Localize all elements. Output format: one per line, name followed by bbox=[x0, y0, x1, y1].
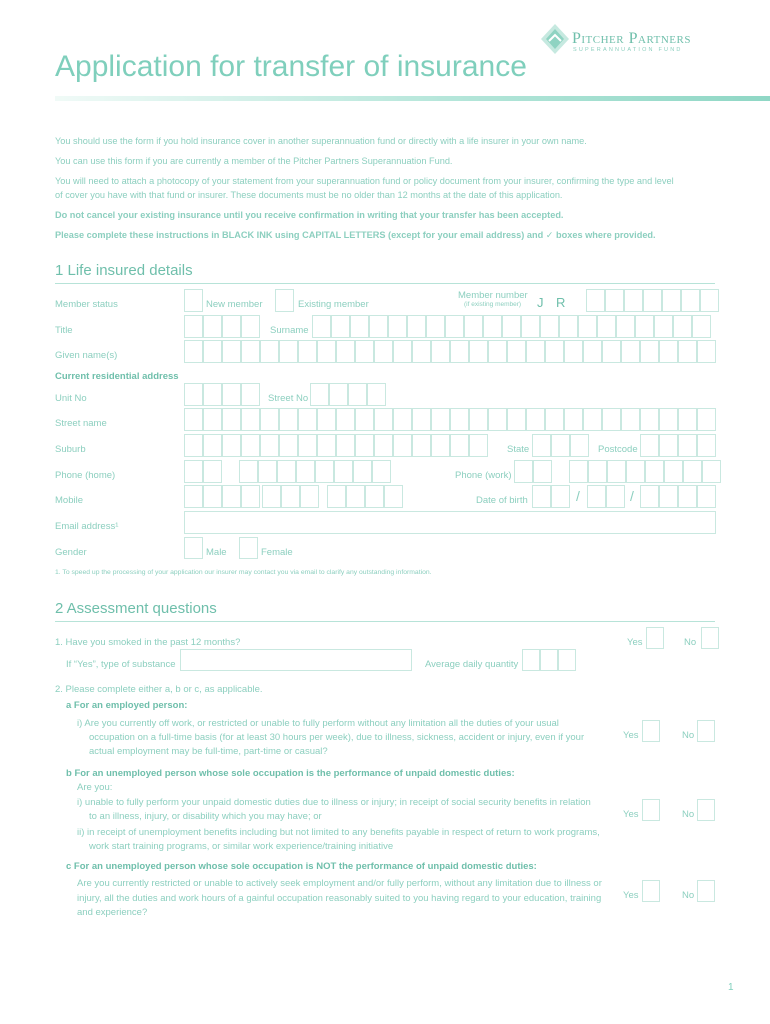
intro-line-2: You can use this form if you are currently a member of the Pitcher Partners Superannuation Fund. bbox=[55, 156, 453, 166]
section-2-title: 2 Assessment questions bbox=[55, 600, 217, 617]
surname-box[interactable] bbox=[635, 315, 654, 338]
c-yes-checkbox[interactable] bbox=[642, 880, 660, 902]
given-name-box[interactable] bbox=[564, 340, 583, 363]
existing-member-checkbox[interactable] bbox=[275, 289, 294, 312]
new-member-label: New member bbox=[206, 299, 263, 310]
part-a-line-1: i) Are you currently off work, or restricted or unable to fully perform without any limitation all the duties of your usual bbox=[77, 718, 559, 729]
surname-box[interactable] bbox=[616, 315, 635, 338]
given-name-box[interactable] bbox=[374, 340, 393, 363]
brand-name: Pitcher Partners bbox=[572, 30, 691, 47]
female-checkbox[interactable] bbox=[239, 537, 258, 559]
a-yes-label: Yes bbox=[623, 730, 639, 741]
surname-box[interactable] bbox=[578, 315, 597, 338]
given-name-box[interactable] bbox=[678, 340, 697, 363]
part-c-line-3: and experience? bbox=[77, 907, 148, 918]
dob-box[interactable] bbox=[697, 485, 716, 508]
suburb-box[interactable] bbox=[393, 434, 412, 457]
surname-box[interactable] bbox=[445, 315, 464, 338]
mobile-box[interactable] bbox=[365, 485, 384, 508]
surname-box[interactable] bbox=[407, 315, 426, 338]
phone-work-box[interactable] bbox=[664, 460, 683, 483]
suburb-box[interactable] bbox=[241, 434, 260, 457]
surname-box[interactable] bbox=[521, 315, 540, 338]
suburb-box[interactable] bbox=[431, 434, 450, 457]
given-name-box[interactable] bbox=[184, 340, 203, 363]
new-member-checkbox[interactable] bbox=[184, 289, 203, 312]
existing-member-label: Existing member bbox=[298, 299, 369, 310]
member-number-box[interactable] bbox=[605, 289, 624, 312]
given-name-box[interactable] bbox=[260, 340, 279, 363]
surname-box[interactable] bbox=[540, 315, 559, 338]
street-name-box[interactable] bbox=[526, 408, 545, 431]
given-name-box[interactable] bbox=[583, 340, 602, 363]
part-a-title: a For an employed person: bbox=[66, 700, 188, 711]
q1-substance-field[interactable] bbox=[180, 649, 412, 671]
street-name-box[interactable] bbox=[507, 408, 526, 431]
phone-home-box[interactable] bbox=[184, 460, 203, 483]
dob-box[interactable] bbox=[606, 485, 625, 508]
street-name-box[interactable] bbox=[678, 408, 697, 431]
given-name-box[interactable] bbox=[431, 340, 450, 363]
member-number-label: Member number bbox=[458, 290, 528, 301]
given-names-label: Given name(s) bbox=[55, 350, 118, 361]
title-box[interactable] bbox=[241, 315, 260, 338]
phone-home-box[interactable] bbox=[315, 460, 334, 483]
mobile-box[interactable] bbox=[300, 485, 319, 508]
part-c-line-2: injury, all the duties and work hours of a gainful occupation reasonably suited to you having regard to your education, training bbox=[77, 893, 602, 904]
street-name-box[interactable] bbox=[412, 408, 431, 431]
street-name-box[interactable] bbox=[184, 408, 203, 431]
unit-no-box[interactable] bbox=[184, 383, 203, 406]
b-no-checkbox[interactable] bbox=[697, 799, 715, 821]
surname-box[interactable] bbox=[426, 315, 445, 338]
surname-box[interactable] bbox=[388, 315, 407, 338]
member-number-box[interactable] bbox=[643, 289, 662, 312]
given-name-box[interactable] bbox=[488, 340, 507, 363]
warning-instructions: Please complete these instructions in BLACK INK using CAPITAL LETTERS (except for your email address) and ✓ boxes where provided. bbox=[55, 230, 656, 240]
phone-home-label: Phone (home) bbox=[55, 470, 116, 481]
mobile-box[interactable] bbox=[241, 485, 260, 508]
given-name-box[interactable] bbox=[526, 340, 545, 363]
given-name-box[interactable] bbox=[697, 340, 716, 363]
surname-box[interactable] bbox=[483, 315, 502, 338]
title-box[interactable] bbox=[203, 315, 222, 338]
mobile-box[interactable] bbox=[346, 485, 365, 508]
female-label: Female bbox=[261, 547, 293, 558]
street-no-box[interactable] bbox=[348, 383, 367, 406]
street-no-label: Street No bbox=[268, 393, 309, 404]
b-yes-checkbox[interactable] bbox=[642, 799, 660, 821]
avg-quantity-box[interactable] bbox=[558, 649, 576, 671]
member-number-box[interactable] bbox=[700, 289, 719, 312]
male-checkbox[interactable] bbox=[184, 537, 203, 559]
email-label: Email address¹ bbox=[55, 521, 119, 532]
surname-box[interactable] bbox=[692, 315, 711, 338]
q1-yes-checkbox[interactable] bbox=[646, 627, 664, 649]
mobile-box[interactable] bbox=[222, 485, 241, 508]
member-number-prefix-j: J bbox=[537, 295, 544, 310]
given-name-box[interactable] bbox=[621, 340, 640, 363]
warning-cancel: Do not cancel your existing insurance until you receive confirmation in writing that your transfer has been accepted. bbox=[55, 210, 564, 220]
mobile-box[interactable] bbox=[262, 485, 281, 508]
avg-quantity-box[interactable] bbox=[540, 649, 558, 671]
street-name-box[interactable] bbox=[355, 408, 374, 431]
phone-work-box[interactable] bbox=[607, 460, 626, 483]
phone-home-box[interactable] bbox=[258, 460, 277, 483]
part-b-title: b For an unemployed person whose sole occupation is the performance of unpaid domestic duties: bbox=[66, 768, 515, 779]
mobile-box[interactable] bbox=[327, 485, 346, 508]
street-name-box[interactable] bbox=[697, 408, 716, 431]
phone-work-box[interactable] bbox=[588, 460, 607, 483]
section-1-rule bbox=[55, 283, 715, 284]
given-name-box[interactable] bbox=[355, 340, 374, 363]
q1-substance-label: If “Yes”, type of substance bbox=[66, 659, 176, 670]
given-name-box[interactable] bbox=[545, 340, 564, 363]
surname-box[interactable] bbox=[559, 315, 578, 338]
phone-work-box[interactable] bbox=[683, 460, 702, 483]
intro-line-4: of cover you have with that fund or insurer. These documents must be no older than 12 months at the date of this application. bbox=[55, 190, 563, 200]
member-number-box[interactable] bbox=[586, 289, 605, 312]
email-field[interactable] bbox=[184, 511, 716, 534]
street-name-box[interactable] bbox=[545, 408, 564, 431]
suburb-box[interactable] bbox=[279, 434, 298, 457]
street-name-box[interactable] bbox=[602, 408, 621, 431]
footnote: 1. To speed up the processing of your application our insurer may contact you via email to clarify any outstanding information. bbox=[55, 569, 432, 576]
postcode-box[interactable] bbox=[678, 434, 697, 457]
given-name-box[interactable] bbox=[222, 340, 241, 363]
gender-label: Gender bbox=[55, 547, 87, 558]
phone-home-box[interactable] bbox=[203, 460, 222, 483]
street-name-box[interactable] bbox=[393, 408, 412, 431]
suburb-box[interactable] bbox=[298, 434, 317, 457]
b-no-label: No bbox=[682, 809, 695, 820]
surname-box[interactable] bbox=[502, 315, 521, 338]
phone-home-box[interactable] bbox=[296, 460, 315, 483]
given-name-box[interactable] bbox=[602, 340, 621, 363]
surname-box[interactable] bbox=[654, 315, 673, 338]
unit-no-label: Unit No bbox=[55, 393, 87, 404]
street-no-box[interactable] bbox=[310, 383, 329, 406]
part-a-line-2: occupation on a full-time basis (for at least 30 hours per week), due to illness, sickness, accident or injury, even if your bbox=[89, 732, 585, 743]
c-yes-label: Yes bbox=[623, 890, 639, 901]
street-name-box[interactable] bbox=[450, 408, 469, 431]
current-address-label: Current residential address bbox=[55, 371, 179, 382]
given-name-box[interactable] bbox=[298, 340, 317, 363]
state-box[interactable] bbox=[570, 434, 589, 457]
part-b-line-3: to an illness, injury, or disability which you may have; or bbox=[89, 811, 322, 822]
a-yes-checkbox[interactable] bbox=[642, 720, 660, 742]
given-name-box[interactable] bbox=[507, 340, 526, 363]
given-name-box[interactable] bbox=[336, 340, 355, 363]
surname-box[interactable] bbox=[673, 315, 692, 338]
street-name-box[interactable] bbox=[222, 408, 241, 431]
dob-label: Date of birth bbox=[476, 495, 528, 506]
a-no-label: No bbox=[682, 730, 695, 741]
phone-home-box[interactable] bbox=[334, 460, 353, 483]
street-name-box[interactable] bbox=[621, 408, 640, 431]
suburb-box[interactable] bbox=[260, 434, 279, 457]
q2-text: 2. Please complete either a, b or c, as applicable. bbox=[55, 684, 263, 695]
street-name-box[interactable] bbox=[374, 408, 393, 431]
suburb-box[interactable] bbox=[336, 434, 355, 457]
mobile-box[interactable] bbox=[384, 485, 403, 508]
given-name-box[interactable] bbox=[279, 340, 298, 363]
b-yes-label: Yes bbox=[623, 809, 639, 820]
mobile-box[interactable] bbox=[184, 485, 203, 508]
surname-box[interactable] bbox=[369, 315, 388, 338]
postcode-box[interactable] bbox=[697, 434, 716, 457]
q1-no-label: No bbox=[684, 637, 697, 648]
given-name-box[interactable] bbox=[203, 340, 222, 363]
member-number-prefix-r: R bbox=[556, 295, 566, 310]
c-no-label: No bbox=[682, 890, 695, 901]
part-b-line-4: ii) in receipt of unemployment benefits including but not limited to any benefits payable in respect of return to work programs, bbox=[77, 827, 600, 838]
part-b-line-1: Are you: bbox=[77, 782, 113, 793]
q1-yes-label: Yes bbox=[627, 637, 643, 648]
dob-box[interactable] bbox=[587, 485, 606, 508]
suburb-label: Suburb bbox=[55, 444, 86, 455]
dob-box[interactable] bbox=[678, 485, 697, 508]
phone-work-box[interactable] bbox=[569, 460, 588, 483]
title-label: Title bbox=[55, 325, 73, 336]
phone-work-box[interactable] bbox=[645, 460, 664, 483]
q1-text: 1. Have you smoked in the past 12 months? bbox=[55, 637, 241, 648]
given-name-box[interactable] bbox=[450, 340, 469, 363]
page-title: Application for transfer of insurance bbox=[55, 50, 527, 83]
street-no-box[interactable] bbox=[329, 383, 348, 406]
phone-work-box[interactable] bbox=[626, 460, 645, 483]
street-name-label: Street name bbox=[55, 418, 107, 429]
suburb-box[interactable] bbox=[450, 434, 469, 457]
part-a-line-3: actual employment may be full-time, part-time or casual? bbox=[89, 746, 328, 757]
dob-box[interactable] bbox=[532, 485, 551, 508]
phone-home-box[interactable] bbox=[239, 460, 258, 483]
dob-box[interactable] bbox=[551, 485, 570, 508]
street-name-box[interactable] bbox=[431, 408, 450, 431]
male-label: Male bbox=[206, 547, 227, 558]
suburb-box[interactable] bbox=[374, 434, 393, 457]
surname-box[interactable] bbox=[331, 315, 350, 338]
avg-quantity-label: Average daily quantity bbox=[425, 659, 519, 670]
suburb-box[interactable] bbox=[222, 434, 241, 457]
given-name-box[interactable] bbox=[640, 340, 659, 363]
mobile-box[interactable] bbox=[203, 485, 222, 508]
phone-home-box[interactable] bbox=[353, 460, 372, 483]
title-box[interactable] bbox=[222, 315, 241, 338]
given-name-box[interactable] bbox=[317, 340, 336, 363]
dob-slash-1: / bbox=[576, 488, 580, 504]
intro-line-1: You should use the form if you hold insurance cover in another superannuation fund or directly with a life insurer in your own name. bbox=[55, 136, 587, 146]
state-box[interactable] bbox=[532, 434, 551, 457]
intro-line-3: You will need to attach a photocopy of your statement from your superannuation fund or policy document from your insurer, confirming the type and level bbox=[55, 176, 674, 186]
section-1-title: 1 Life insured details bbox=[55, 262, 193, 279]
street-name-box[interactable] bbox=[583, 408, 602, 431]
phone-work-box[interactable] bbox=[533, 460, 552, 483]
state-box[interactable] bbox=[551, 434, 570, 457]
street-name-box[interactable] bbox=[564, 408, 583, 431]
unit-no-box[interactable] bbox=[222, 383, 241, 406]
street-name-box[interactable] bbox=[298, 408, 317, 431]
suburb-box[interactable] bbox=[469, 434, 488, 457]
phone-work-label: Phone (work) bbox=[455, 470, 512, 481]
given-name-box[interactable] bbox=[659, 340, 678, 363]
suburb-box[interactable] bbox=[355, 434, 374, 457]
dob-slash-2: / bbox=[630, 488, 634, 504]
surname-box[interactable] bbox=[350, 315, 369, 338]
suburb-box[interactable] bbox=[203, 434, 222, 457]
suburb-box[interactable] bbox=[317, 434, 336, 457]
member-status-label: Member status bbox=[55, 299, 118, 310]
street-name-box[interactable] bbox=[640, 408, 659, 431]
postcode-box[interactable] bbox=[659, 434, 678, 457]
title-box[interactable] bbox=[184, 315, 203, 338]
surname-box[interactable] bbox=[464, 315, 483, 338]
street-name-box[interactable] bbox=[469, 408, 488, 431]
street-name-box[interactable] bbox=[659, 408, 678, 431]
avg-quantity-box[interactable] bbox=[522, 649, 540, 671]
phone-home-box[interactable] bbox=[372, 460, 391, 483]
unit-no-box[interactable] bbox=[203, 383, 222, 406]
mobile-label: Mobile bbox=[55, 495, 83, 506]
mobile-box[interactable] bbox=[281, 485, 300, 508]
given-name-box[interactable] bbox=[469, 340, 488, 363]
member-number-box[interactable] bbox=[662, 289, 681, 312]
postcode-box[interactable] bbox=[640, 434, 659, 457]
given-name-box[interactable] bbox=[393, 340, 412, 363]
street-no-box[interactable] bbox=[367, 383, 386, 406]
part-b-line-5: work start training programs, or similar work experience/training initiative bbox=[89, 841, 394, 852]
dob-box[interactable] bbox=[659, 485, 678, 508]
given-name-box[interactable] bbox=[241, 340, 260, 363]
member-number-box[interactable] bbox=[681, 289, 700, 312]
phone-work-box[interactable] bbox=[514, 460, 533, 483]
state-label: State bbox=[507, 444, 530, 455]
brand-logo bbox=[535, 22, 575, 56]
surname-box[interactable] bbox=[597, 315, 616, 338]
unit-no-box[interactable] bbox=[241, 383, 260, 406]
part-b-line-2: i) unable to fully perform your unpaid domestic duties due to illness or injury; in receipt of social security benefits in relation bbox=[77, 797, 591, 808]
street-name-box[interactable] bbox=[279, 408, 298, 431]
part-c-line-1: Are you currently restricted or unable to actively seek employment and/or fully perform, without any limitation due to illness or bbox=[77, 878, 602, 889]
street-name-box[interactable] bbox=[260, 408, 279, 431]
street-name-box[interactable] bbox=[488, 408, 507, 431]
dob-box[interactable] bbox=[640, 485, 659, 508]
postcode-label: Postcode bbox=[598, 444, 638, 455]
q1-no-checkbox[interactable] bbox=[701, 627, 719, 649]
section-2-rule bbox=[55, 621, 715, 622]
a-no-checkbox[interactable] bbox=[697, 720, 715, 742]
surname-label: Surname bbox=[270, 325, 309, 336]
phone-home-box[interactable] bbox=[277, 460, 296, 483]
given-name-box[interactable] bbox=[412, 340, 431, 363]
suburb-box[interactable] bbox=[184, 434, 203, 457]
street-name-box[interactable] bbox=[317, 408, 336, 431]
c-no-checkbox[interactable] bbox=[697, 880, 715, 902]
part-c-title: c For an unemployed person whose sole occupation is NOT the performance of unpaid domestic duties: bbox=[66, 861, 537, 872]
if-existing-note: (if existing member) bbox=[464, 301, 522, 308]
street-name-box[interactable] bbox=[241, 408, 260, 431]
suburb-box[interactable] bbox=[412, 434, 431, 457]
page-number: 1 bbox=[728, 982, 734, 993]
street-name-box[interactable] bbox=[336, 408, 355, 431]
member-number-box[interactable] bbox=[624, 289, 643, 312]
title-rule bbox=[55, 96, 770, 101]
phone-work-box[interactable] bbox=[702, 460, 721, 483]
surname-box[interactable] bbox=[312, 315, 331, 338]
logo-diamond-icon bbox=[535, 22, 575, 56]
street-name-box[interactable] bbox=[203, 408, 222, 431]
brand-subtitle: SUPERANNUATION FUND bbox=[573, 47, 683, 53]
